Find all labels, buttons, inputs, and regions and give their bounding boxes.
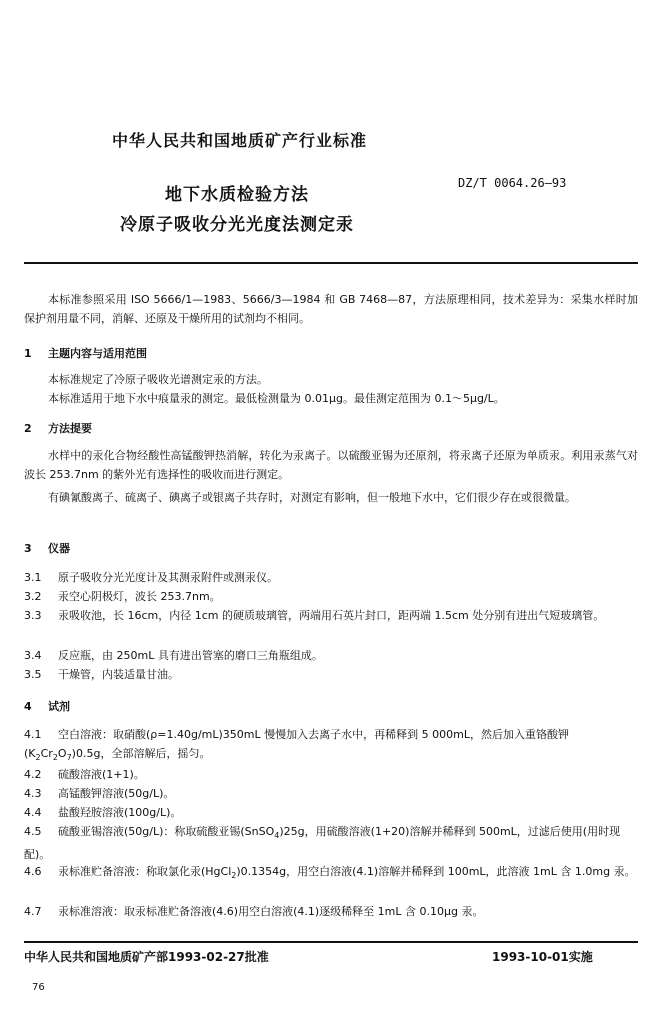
item-text: 原子吸收分光光度计及其测汞附件或测汞仪。	[58, 571, 278, 584]
list-item	[24, 587, 638, 606]
item-text: 干燥管，内装适量甘油。	[58, 668, 179, 681]
section-1-paragraph-1: 本标准规定了冷原子吸收光谱测定汞的方法。	[48, 373, 268, 386]
item-text: 汞吸收池，长 16cm，内径 1cm 的硬质玻璃管，两端用石英片封口，距两端 1.5cm 处分别有进出气短玻璃管。	[58, 609, 605, 622]
item-number: 3.3	[24, 609, 42, 622]
item-text: O	[57, 747, 67, 760]
intro-paragraph: 本标准参照采用 ISO 5666/1—1983、5666/3—1984 和 GB 7468—87，方法原理相同，技术差异为：采集水样时加保护剂用量不同，消解、还原及干燥所用的试剂均不相同。	[24, 293, 638, 325]
list-item	[24, 665, 638, 684]
approval-line: 中华人民共和国地质矿产部1993-02-27批准	[24, 950, 269, 964]
list-item	[24, 646, 638, 665]
list-item	[24, 822, 638, 864]
item-text: 高锰酸钾溶液(50g/L)。	[58, 787, 175, 800]
list-item	[24, 725, 638, 767]
item-number: 4.5	[24, 825, 42, 838]
section-2-heading	[24, 420, 92, 436]
industry-standard-title: 中华人民共和国地质矿产行业标准	[112, 131, 368, 150]
item-text: 汞标准贮备溶液：称取氯化汞(HgCl	[58, 865, 232, 878]
list-item	[24, 784, 638, 803]
item-text: 硫酸亚锡溶液(50g/L)：称取硫酸亚锡(SnSO	[58, 825, 275, 838]
item-text: )25g，用硫酸溶液(1+20)溶解并稀释到 500mL，过滤后使用(用时现配)。	[24, 825, 621, 862]
standard-code: DZ/T 0064.26—93	[458, 176, 567, 190]
section-number: 3	[24, 542, 32, 555]
item-text: 汞空心阴极灯，波长 253.7nm。	[58, 590, 221, 603]
section-2-paragraph-2: 有碘氰酸离子、硫离子、碘离子或银离子共存时，对测定有影响，但一般地下水中，它们很少存在或很微量。	[48, 491, 576, 504]
section-title: 试剂	[48, 700, 70, 713]
item-number: 4.6	[24, 865, 42, 878]
list-item	[24, 803, 638, 822]
subscript: 2	[52, 753, 58, 763]
subscript: 4	[274, 831, 280, 841]
section-4-heading	[24, 698, 70, 714]
item-text: Cr	[40, 747, 53, 760]
header-divider	[24, 262, 638, 264]
section-title: 仪器	[48, 542, 70, 555]
footer-divider	[24, 941, 638, 943]
section-number: 2	[24, 422, 32, 435]
list-item	[24, 765, 638, 784]
section-title: 方法提要	[48, 422, 92, 435]
section-title: 主题内容与适用范围	[48, 347, 147, 360]
item-text: 盐酸羟胺溶液(100g/L)。	[58, 806, 182, 819]
subscript: 2	[35, 753, 41, 763]
subscript: 2	[231, 871, 237, 881]
page-number: 76	[32, 982, 45, 993]
item-number: 3.4	[24, 649, 42, 662]
item-number: 4.4	[24, 806, 42, 819]
implementation-date: 1993-10-01实施	[492, 950, 593, 964]
section-number: 4	[24, 700, 32, 713]
list-item	[24, 862, 638, 885]
item-number: 4.3	[24, 787, 42, 800]
item-text: 空白溶液：取硝酸(ρ=1.40g/mL)350mL 慢慢加入去离子水中，再稀释到 5 000mL，然后加入重铬酸钾(K	[24, 728, 569, 760]
item-text: 硫酸溶液(1+1)。	[58, 768, 145, 781]
item-number: 4.1	[24, 728, 42, 741]
item-text: 反应瓶，由 250mL 具有进出管塞的磨口三角瓶组成。	[58, 649, 323, 662]
item-text: )0.1354g，用空白溶液(4.1)溶解并稀释到 100mL，此溶液 1mL 含 1.0mg 汞。	[236, 865, 636, 878]
item-number: 3.2	[24, 590, 42, 603]
item-number: 4.7	[24, 905, 42, 918]
list-item	[24, 568, 638, 587]
section-2-paragraph-1: 水样中的汞化合物经酸性高锰酸钾热消解，转化为汞离子。以硫酸亚锡为还原剂，将汞离子还原为单质汞。利用汞蒸气对波长 253.7nm 的紫外光有选择性的吸收而进行测定。	[24, 449, 638, 481]
document-title-line2: 冷原子吸收分光光度法测定汞	[120, 215, 354, 235]
section-3-heading	[24, 540, 70, 556]
item-number: 3.5	[24, 668, 42, 681]
subscript: 7	[66, 753, 72, 763]
section-1-paragraph-2: 本标准适用于地下水中痕量汞的测定。最低检测量为 0.01μg。最佳测定范围为 0.1～5μg/L。	[48, 392, 505, 405]
section-1-heading	[24, 345, 147, 361]
item-text: )0.5g，全部溶解后，摇匀。	[71, 747, 211, 760]
item-number: 3.1	[24, 571, 42, 584]
item-number: 4.2	[24, 768, 42, 781]
item-text: 汞标准溶液：取汞标准贮备溶液(4.6)用空白溶液(4.1)逐级稀释至 1mL 含 0.10μg 汞。	[58, 905, 484, 918]
list-item	[24, 606, 638, 625]
document-title-line1: 地下水质检验方法	[165, 185, 309, 205]
list-item	[24, 902, 638, 921]
section-number: 1	[24, 347, 32, 360]
